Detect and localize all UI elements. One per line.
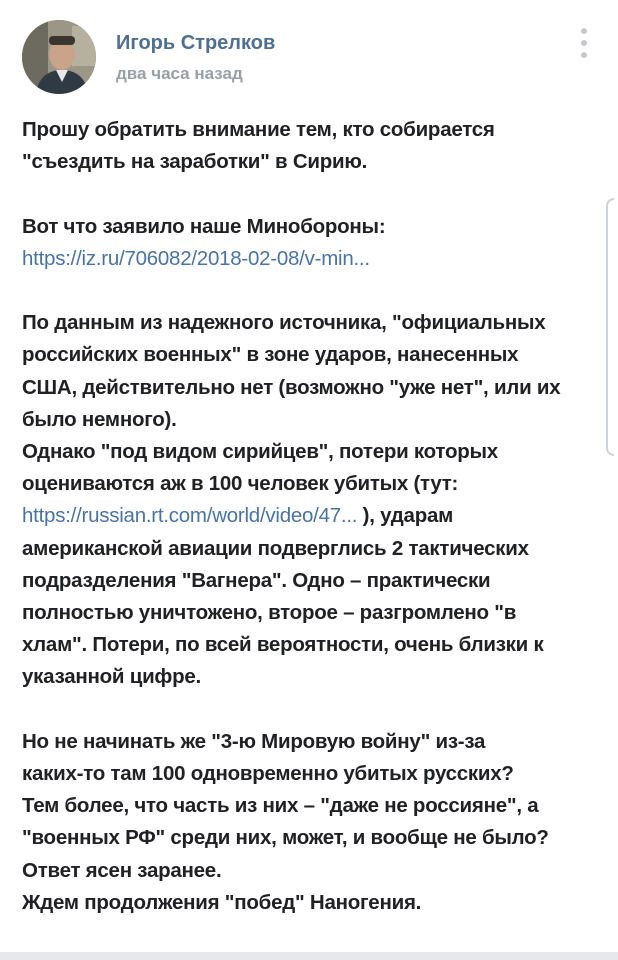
post-timestamp[interactable]: два часа назад [116,64,243,83]
mil-ru-link[interactable]: https://iz.ru/706082/2018-02-08/v-min... [22,246,370,270]
text-line: хлам". Потери, по всей вероятности, очень близки к [22,633,544,657]
text-line: оцениваются аж в 100 человек убитых (тут: [22,472,459,496]
avatar-photo [22,20,96,94]
text-line: указанной цифре. [22,665,201,689]
text-line: полностью уничтожено, второе – разгромлено "в [22,601,517,625]
text-line: Тем более, что часть из них – "даже не россияне", а [22,794,539,818]
text-line: подразделения "Вагнера". Одно – практически [22,568,491,592]
text-line: Но не начинать же "3-ю Мировую войну" из-за [22,729,486,753]
next-post-edge [0,952,618,960]
text-line: Ждем продолжения "побед" Наногения. [22,890,422,914]
text-line: "военных РФ" среди них, может, и вообще не было? [22,826,549,850]
text-line: По данным из надежного источника, "официальных [22,311,546,335]
more-options-button[interactable] [574,26,594,60]
post-header [22,20,602,96]
scroll-indicator[interactable] [606,198,614,456]
paragraph-2 [22,211,597,275]
text-line: каких-то там 100 одновременно убитых русских? [22,762,514,786]
text-line: Прошу обратить внимание тем, кто собирается [22,118,495,141]
text-line: было немного). [22,407,177,431]
text-line: Вот что заявило наше Минобороны: [22,214,386,238]
text-line: Ответ ясен заранее. [22,858,222,882]
author-name[interactable]: Игорь Стрелков [116,32,276,54]
text-line: "съездить на заработки" в Сирию. [22,150,368,174]
paragraph-1 [22,114,597,178]
paragraph-3 [22,307,597,693]
author-avatar[interactable] [22,20,96,94]
post-text [22,114,597,919]
paragraph-4 [22,726,597,919]
text-line: США, действительно нет (возможно "уже нет", или их [22,375,561,399]
text-fragment: ), ударам [357,504,454,528]
text-line: российских военных" в зоне ударов, нанесенных [22,343,519,367]
rt-video-link[interactable]: https://russian.rt.com/world/video/47... [22,504,358,528]
text-line: Однако "под видом сирийцев", потери которых [22,440,498,463]
text-line: американской авиации подверглись 2 тактических [22,536,529,560]
